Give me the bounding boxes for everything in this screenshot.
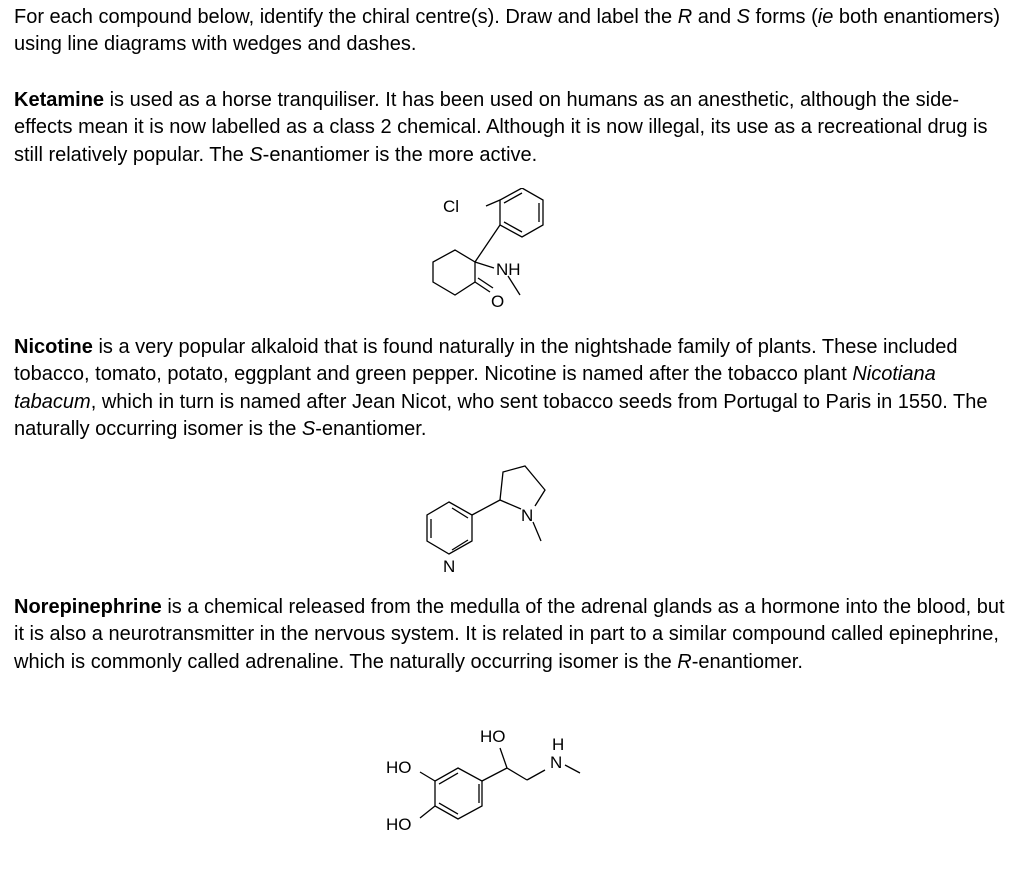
- hydroxyl-ring-upper-label: HO: [386, 758, 412, 777]
- ketamine-structure: [410, 188, 560, 318]
- amine-hydrogen-label: H: [552, 735, 565, 754]
- nicotine-name: Nicotine: [14, 336, 93, 358]
- norepinephrine-name: Norepinephrine: [14, 596, 162, 618]
- nicotine-paragraph: Nicotine is a very popular alkaloid that is found naturally in the nightshade family of plants. These included tobacco, tomato, potato, eggplant and green pepper. Nicotine is named after the tobacco plant Nicotiana tabacum, which in turn is named after Jean Nicot, who sent tobacco seeds from Portugal to Paris in 1550. The naturally occurring isomer is the S-enantiomer.: [14, 336, 988, 441]
- nicotine-structure: [415, 460, 555, 580]
- nh-label: NH: [496, 260, 521, 279]
- pyridine-nitrogen-label: N: [443, 557, 456, 576]
- ketamine-name: Ketamine: [14, 89, 105, 111]
- norepinephrine-paragraph: Norepinephrine is a chemical released from the medulla of the adrenal glands as a hormone into the blood, but it is also a neurotransmitter in the nervous system. It is related in part to a similar compound called epinephrine, which is commonly called adrenaline. The naturally occurring isomer is the R-enantiomer.: [14, 596, 1005, 673]
- oxygen-label: O: [491, 292, 505, 311]
- amine-nitrogen-label: N: [550, 753, 563, 772]
- intro-instructions: For each compound below, identify the chiral centre(s). Draw and label the R and S forms (ie both enantiomers) using line diagrams with wedges and dashes.: [14, 6, 1001, 56]
- norepinephrine-structure: [380, 720, 590, 845]
- species-name: Nicotiana tabacum: [14, 363, 936, 413]
- hydroxyl-top-label: HO: [480, 727, 506, 746]
- hydroxyl-ring-lower-label: HO: [386, 815, 412, 834]
- chlorine-label: Cl: [443, 197, 460, 216]
- ketamine-paragraph: Ketamine is used as a horse tranquiliser. It has been used on humans as an anesthetic, although the side-effects mean it is now labelled as a class 2 chemical. Although it is now illegal, its use as a recreational drug is still relatively popular. The S-enantiomer is the more active.: [14, 89, 988, 166]
- pyrrolidine-nitrogen-label: N: [521, 506, 534, 525]
